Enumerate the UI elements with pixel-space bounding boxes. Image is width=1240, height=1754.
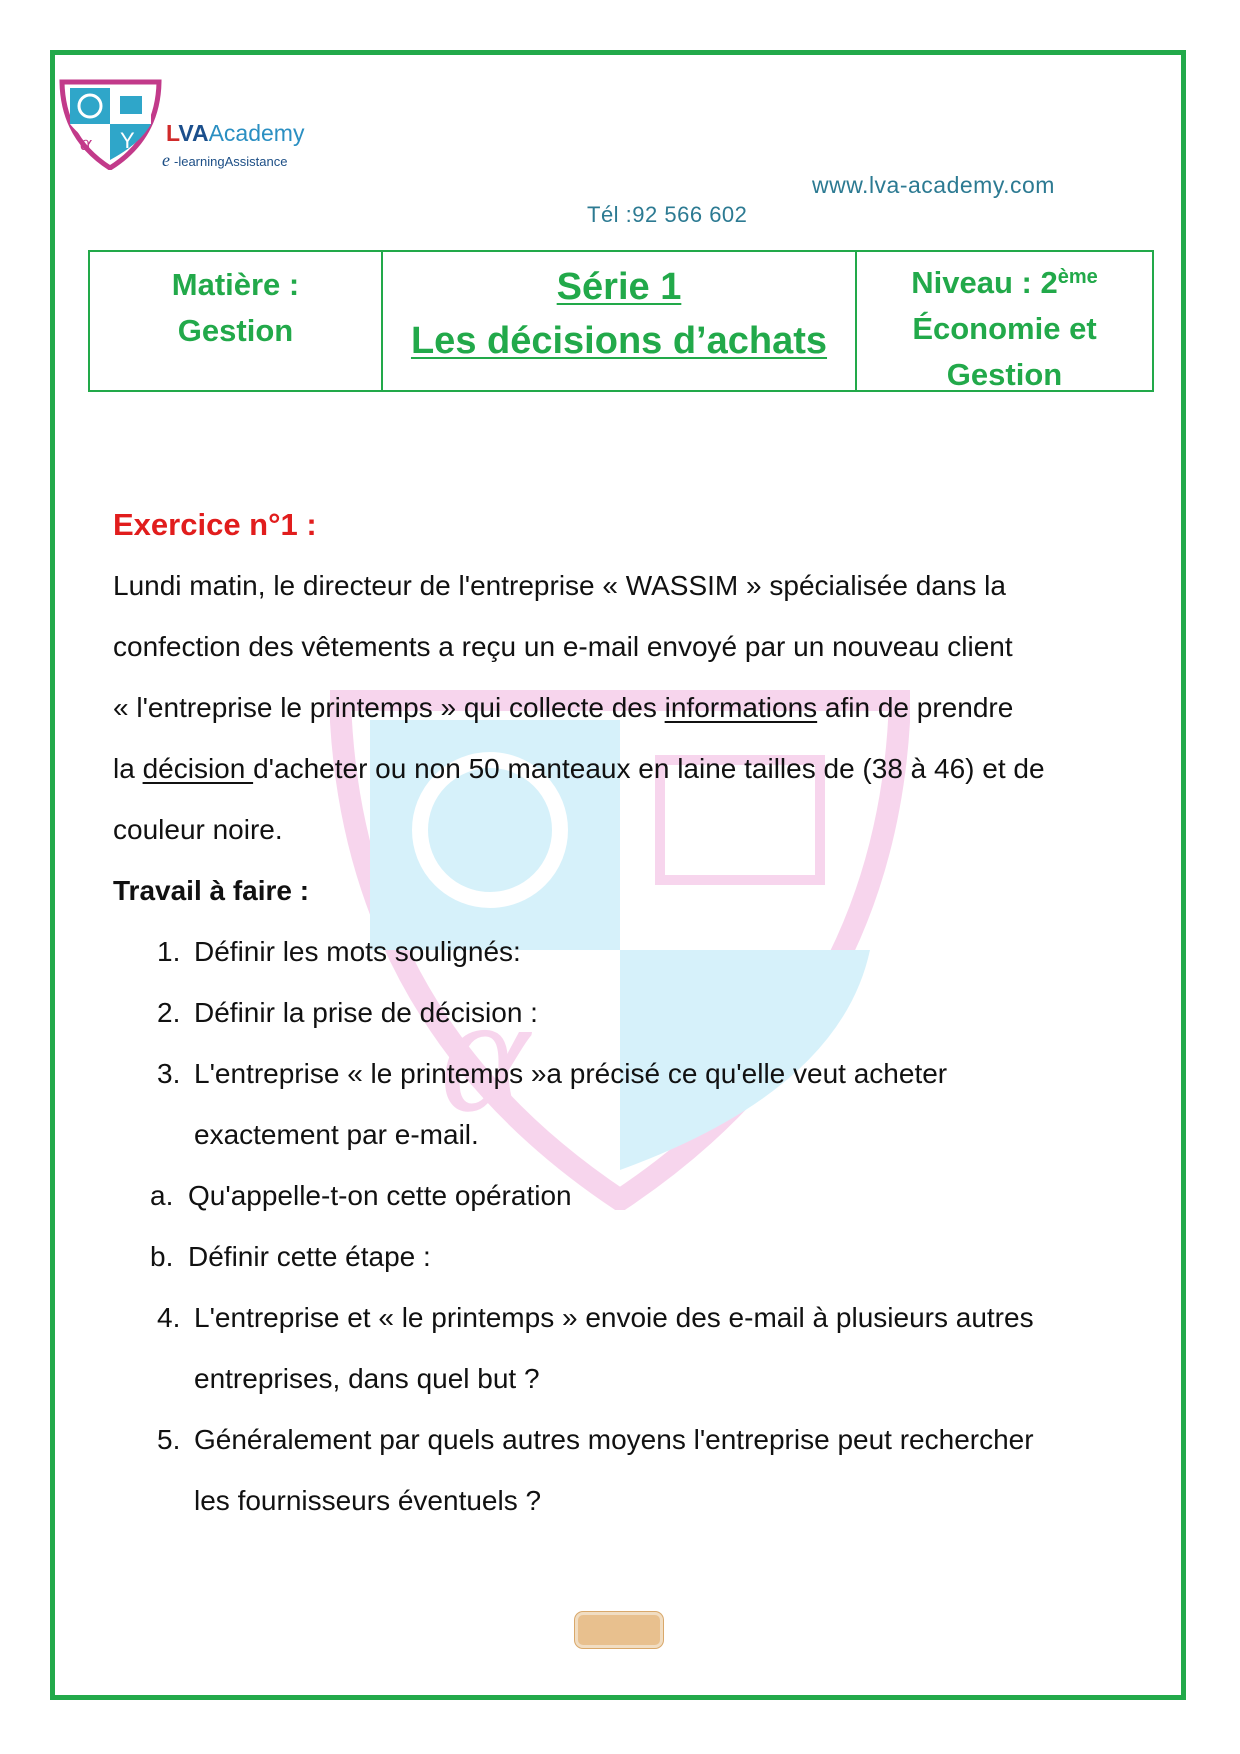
series-title: Les décisions d’achats bbox=[410, 320, 828, 362]
exercise-statement-line: couleur noire. bbox=[113, 814, 283, 845]
exercise-statement-line: la décision d'acheter ou non 50 manteaux en laine tailles de (38 à 46) et de bbox=[113, 753, 1045, 784]
underlined-word-decision: décision bbox=[142, 753, 254, 784]
task-heading: Travail à faire : bbox=[113, 875, 310, 906]
phone-number: Tél :92 566 602 bbox=[587, 202, 748, 227]
question-1: 1. Définir les mots soulignés: bbox=[157, 936, 521, 967]
page-footer-box bbox=[575, 1612, 663, 1648]
exercise-content bbox=[113, 495, 1143, 1531]
exercise-statement-line: Lundi matin, le directeur de l'entreprise « WASSIM » spécialisée dans la bbox=[113, 570, 1006, 601]
website-link[interactable]: www.lva-academy.com bbox=[812, 172, 1055, 198]
series-number: Série 1 bbox=[556, 266, 682, 308]
brand-tagline: e -learningAssistance bbox=[162, 150, 288, 170]
series-title-cell bbox=[383, 252, 857, 390]
svg-text:α: α bbox=[440, 959, 530, 1147]
question-3a: a. Qu'appelle-t-on cette opération bbox=[150, 1180, 572, 1211]
exercise-statement-line: « l'entreprise le printemps » qui collecte des informations afin de prendre bbox=[113, 692, 1014, 723]
question-2: 2. Définir la prise de décision : bbox=[157, 997, 538, 1028]
svg-text:Y: Y bbox=[120, 128, 135, 153]
svg-text:α: α bbox=[80, 130, 92, 155]
question-4: 4. L'entreprise et « le printemps » envoie des e-mail à plusieurs autres entreprises, dans quel but ? bbox=[157, 1302, 1034, 1394]
header-table bbox=[88, 250, 1154, 392]
question-3: 3. L'entreprise « le printemps »a précisé ce qu'elle veut acheter exactement par e-mail. bbox=[157, 1058, 948, 1150]
exercise-statement-line: confection des vêtements a reçu un e-mail envoyé par un nouveau client bbox=[113, 631, 1013, 662]
level-cell: Niveau : 2ème Économie et Gestion bbox=[911, 265, 1098, 392]
question-5: 5. Généralement par quels autres moyens l'entreprise peut rechercher les fournisseurs éventuels ? bbox=[157, 1424, 1034, 1516]
brand-name: LVAAcademy bbox=[166, 120, 305, 146]
lva-academy-logo bbox=[58, 78, 163, 170]
question-3b: b. Définir cette étape : bbox=[150, 1241, 431, 1272]
exercise-title: Exercice n°1 : bbox=[113, 507, 317, 542]
subject-cell: Matière : Gestion bbox=[90, 252, 383, 390]
underlined-word-informations: informations bbox=[664, 692, 818, 723]
